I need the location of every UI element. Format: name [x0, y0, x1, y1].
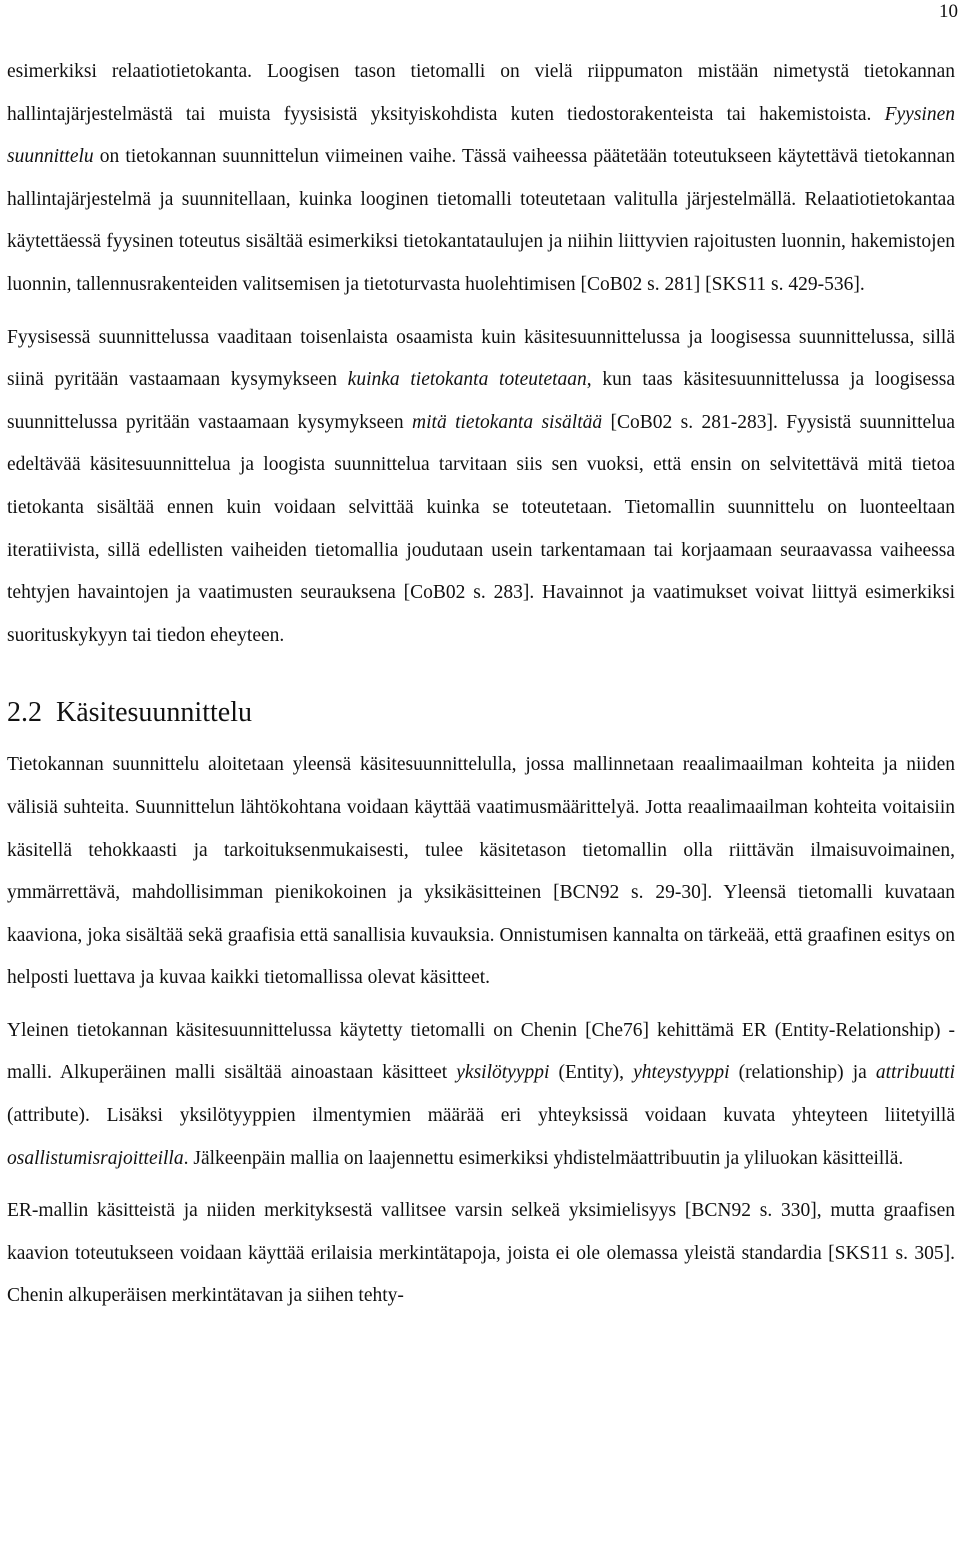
text-run: (attribute). Lisäksi yksilötyyppien ilmentymien määrää eri yhteyksissä voidaan kuvata yhteyteen liitetyillä — [7, 1105, 955, 1127]
text-run: (relationship) ja — [729, 1062, 876, 1084]
term-participation-constraints: osallistumisrajoitteilla — [7, 1147, 184, 1169]
text-run: , kun taas käsitesuunnittelussa ja loogisessa suunnittelussa pyritään vastaamaan kysymykseen — [7, 369, 955, 433]
text-run: Yleinen tietokannan käsitesuunnittelussa käytetty tietomalli on Chenin [Che76] kehittämä ER (Entity-Relationship) -malli. Alkuperäinen malli sisältää ainoastaan käsitteet — [7, 1019, 955, 1084]
text-run: . Jälkeenpäin mallia on laajennettu esimerkiksi yhdistelmäattribuutin ja yliluokan käsitteillä. — [183, 1147, 904, 1169]
paragraph-er-model — [7, 1010, 955, 1180]
section-heading — [7, 691, 955, 735]
section-number: 2.2 — [7, 697, 42, 729]
term-physical-design: Fyysinen suunnittelu — [7, 103, 955, 168]
text-run: (Entity), — [549, 1062, 634, 1084]
term-attribute: attribuutti — [875, 1062, 955, 1084]
text-run: Fyysisessä suunnittelussa vaaditaan toisenlaista osaamista kuin käsitesuunnittelussa ja loogisessa suunnittelussa, sillä siinä pyritään vastaamaan kysymykseen — [7, 326, 955, 391]
term-relationship-type: yhteystyyppi — [633, 1062, 730, 1084]
term-entity-type: yksilötyyppi — [456, 1062, 550, 1084]
emphasis-what: mitä tietokanta sisältää — [412, 411, 603, 433]
paragraph-er-notation: ER-mallin käsitteistä ja niiden merkityksestä vallitsee varsin selkeä yksimielisyys [BCN92 s. 330], mutta graafisen kaavion toteutukseen voidaan käyttää erilaisia merkintätapoja, joista ei ole olemassa yleistä standardia [SKS11 s. 305]. Chenin alkuperäisen merkintätavan ja siihen tehty- — [7, 1200, 955, 1307]
paragraph-physical-design — [7, 51, 955, 307]
section-title: Käsitesuunnittelu — [56, 697, 252, 729]
text-run: esimerkiksi relaatiotietokanta. Loogisen tason tietomalli on vielä riippumaton mistään nimetystä tietokannan hallintajärjestelmästä tai muista fyysisistä yksityiskohdista kuten tiedostorakenteista tai hakemistoista. — [7, 61, 955, 125]
text-run: [CoB02 s. 281-283]. Fyysistä suunnittelua edeltävää käsitesuunnittelua ja loogista suunnittelua tarvitaan siis sen vuoksi, että ensin on selvitettävä mitä tietoa tietokanta sisältää ennen kuin voidaan selvittää kuinka se toteutetaan. Tietomallin suunnittelu on luonteeltaan iteratiivista, sillä edellisten vaiheiden tietomallia joudutaan usein tarkentamaan tai korjaamaan seuraavassa vaiheessa tehtyjen havaintojen ja vaatimusten seurauksena [CoB02 s. 283]. Havainnot ja vaatimukset voivat liittyä esimerkiksi suorituskykyyn tai tiedon eheyteen. — [7, 411, 955, 646]
paragraph-physical-vs-conceptual — [7, 317, 955, 658]
paragraph-conceptual-design: Tietokannan suunnittelu aloitetaan yleensä käsitesuunnittelulla, jossa mallinnetaan reaalimaailman kohteita ja niiden välisiä suhteita. Suunnittelun lähtökohtana voidaan käyttää vaatimusmäärittelyä. Jotta reaalimaailman kohteita voitaisiin käsitellä tehokkaasti ja tarkoituksenmukaisesti, tulee käsitetason tietomallin olla riittävän ilmaisuvoimainen, ymmärrettävä, mahdollisimman pienikokoinen ja yksikäsitteinen [BCN92 s. 29-30]. Yleensä tietomalli kuvataan kaaviona, joka sisältää sekä graafisia että sanallisia kuvauksia. Onnistumisen kannalta on tärkeää, että graafinen esitys on helposti luettava ja kuvaa kaikki tietomallissa olevat käsitteet. — [7, 754, 955, 989]
document-body — [7, 51, 955, 1318]
text-run: on tietokannan suunnittelun viimeinen vaihe. Tässä vaiheessa päätetään toteutukseen käytettävä tietokannan hallintajärjestelmä ja suunnitellaan, kuinka looginen tietomalli toteutetaan valitulla järjestelmällä. Relaatiotietokantaa käytettäessä fyysinen toteutus sisältää esimerkiksi tietokantataulujen ja niihin liittyvien rajoitusten luonnin, hakemistojen luonnin, tallennusrakenteiden valitsemisen ja tietoturvasta huolehtimisen [CoB02 s. 281] [SKS11 s. 429-536]. — [7, 146, 955, 295]
emphasis-how: kuinka tietokanta toteutetaan — [347, 369, 587, 391]
page-number: 10 — [939, 1, 958, 22]
